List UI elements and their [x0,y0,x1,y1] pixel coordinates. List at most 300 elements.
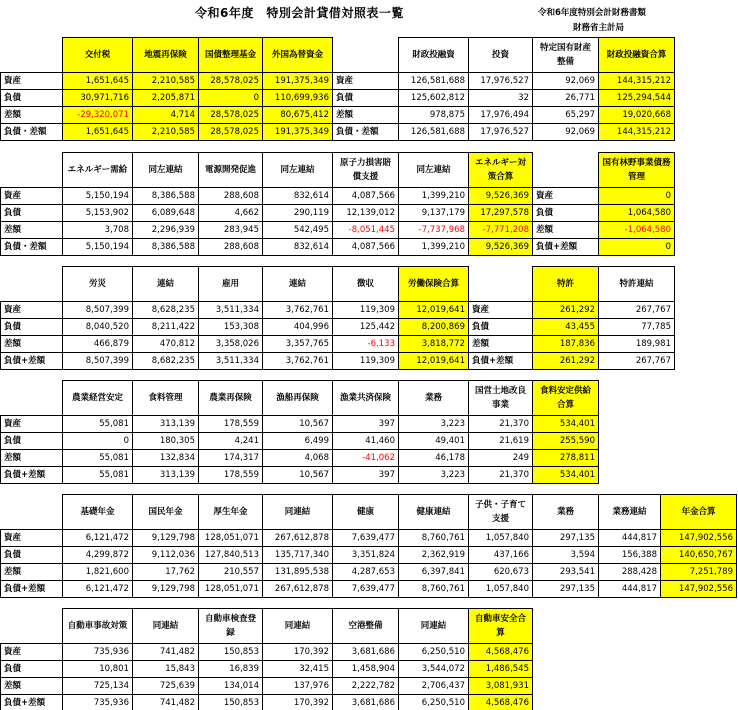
value-cell: 293,541 [533,564,599,581]
value-cell: 3,762,761 [263,353,333,370]
value-cell: 0 [63,433,133,450]
row-label: 資産 [533,188,599,205]
value-cell: 65,297 [533,107,599,124]
value-cell: 174,317 [199,450,263,467]
value-cell: 9,526,369 [469,188,533,205]
value-cell: 150,853 [199,695,263,710]
value-cell: 9,129,798 [133,530,199,547]
value-cell: 8,760,761 [399,581,469,598]
value-cell: 80,675,412 [263,107,333,124]
value-cell: 0 [599,239,675,256]
value-cell: 10,567 [263,467,333,484]
column-header: 年金合算 [661,495,737,530]
value-cell: 4,287,653 [333,564,399,581]
value-cell: 21,370 [469,416,533,433]
row-label: 負債 [1,319,63,336]
value-cell: 144,315,212 [599,124,675,141]
row-label: 資産 [469,302,533,319]
value-cell: 534,401 [533,467,599,484]
column-header: 連結 [133,267,199,302]
value-cell: 8,628,235 [133,302,199,319]
column-header: 業務 [399,381,469,416]
header-row [1,381,599,416]
value-cell: 444,817 [599,581,661,598]
value-cell: 19,020,668 [599,107,675,124]
value-cell: 16,839 [199,661,263,678]
table-row [1,239,675,256]
value-cell: 725,639 [133,678,199,695]
value-cell: 741,482 [133,644,199,661]
column-header: 外国為替資金 [263,38,333,73]
value-cell: 4,714 [133,107,199,124]
table-row [1,564,737,581]
value-cell: 8,040,520 [63,319,133,336]
value-cell: 7,251,789 [661,564,737,581]
row-label: 負債・差額 [1,124,63,141]
column-header [469,267,533,302]
value-cell: 119,309 [333,302,399,319]
column-header: 子供・子育て支援 [469,495,533,530]
value-cell: 3,081,931 [469,678,533,695]
column-header: 同連結 [263,609,333,644]
row-label: 負債 [1,661,63,678]
row-label: 負債+差額 [1,353,63,370]
value-cell: 288,608 [199,239,263,256]
value-cell: 1,399,210 [399,188,469,205]
value-cell: 620,673 [469,564,533,581]
table-row [1,302,675,319]
value-cell: 5,150,194 [63,188,133,205]
column-header: 国債整理基金 [199,38,263,73]
column-header: 労災 [63,267,133,302]
column-header [1,38,63,73]
value-cell: 46,178 [399,450,469,467]
column-header: 漁船再保険 [263,381,333,416]
value-cell: 128,051,071 [199,530,263,547]
value-cell: 55,081 [63,450,133,467]
value-cell: 8,200,869 [399,319,469,336]
value-cell: 17,297,578 [469,205,533,222]
value-cell: 313,139 [133,416,199,433]
value-cell: 21,370 [469,467,533,484]
column-header [1,609,63,644]
value-cell: 288,428 [599,564,661,581]
value-cell: 261,292 [533,353,599,370]
table-row [1,205,675,222]
row-label: 差額 [1,107,63,124]
value-cell: 6,121,472 [63,581,133,598]
header-row [1,38,675,73]
column-header: 業務連結 [599,495,661,530]
value-cell: 3,358,026 [199,336,263,353]
value-cell: 290,119 [263,205,333,222]
table-row [1,73,675,90]
value-cell: 8,507,399 [63,353,133,370]
column-header: 交付税 [63,38,133,73]
value-cell: -41,062 [333,450,399,467]
column-header: 自動車安全合算 [469,609,533,644]
value-cell: 8,682,235 [133,353,199,370]
value-cell: 735,936 [63,644,133,661]
value-cell: 150,853 [199,644,263,661]
table-row [1,188,675,205]
column-header: 漁業共済保険 [333,381,399,416]
value-cell: 3,818,772 [399,336,469,353]
value-cell: 1,399,210 [399,239,469,256]
value-cell: 7,639,477 [333,530,399,547]
value-cell: 134,014 [199,678,263,695]
row-label: 資産 [1,302,63,319]
column-header: 雇用 [199,267,263,302]
column-header [1,267,63,302]
column-header: エネルギー対策合算 [469,153,533,188]
column-header: 国有林野事業債務管理 [599,153,675,188]
value-cell: 137,976 [263,678,333,695]
value-cell: 3,681,686 [333,695,399,710]
value-cell: 278,811 [533,450,599,467]
value-cell: 8,211,422 [133,319,199,336]
balance-table-1 [0,37,675,141]
column-header: 労働保険合算 [399,267,469,302]
value-cell: 4,299,872 [63,547,133,564]
table-row [1,416,599,433]
value-cell: 30,971,716 [63,90,133,107]
value-cell: 466,879 [63,336,133,353]
column-header: 特定国有財産整備 [533,38,599,73]
value-cell: 49,401 [399,433,469,450]
value-cell: 1,821,600 [63,564,133,581]
row-label: 負債・差額 [1,239,63,256]
value-cell: 741,482 [133,695,199,710]
table-row [1,530,737,547]
value-cell: 28,578,025 [199,124,263,141]
column-header: 特許連結 [599,267,675,302]
column-header: 空港整備 [333,609,399,644]
value-cell: 6,397,841 [399,564,469,581]
value-cell: 1,651,645 [63,124,133,141]
balance-table-4 [0,380,599,484]
balance-table-6 [0,608,533,710]
value-cell: 178,559 [199,467,263,484]
header-row [1,267,675,302]
value-cell: 132,834 [133,450,199,467]
value-cell: 3,708 [63,222,133,239]
value-cell: 55,081 [63,467,133,484]
value-cell: 2,362,919 [399,547,469,564]
value-cell: 3,511,334 [199,302,263,319]
column-header: 国民年金 [133,495,199,530]
value-cell: 297,135 [533,581,599,598]
value-cell: 8,507,399 [63,302,133,319]
value-cell: 127,840,513 [199,547,263,564]
value-cell: 978,875 [399,107,469,124]
table-row [1,678,533,695]
row-label: 負債 [1,433,63,450]
column-header: 財政投融資 [399,38,469,73]
value-cell: 0 [599,188,675,205]
value-cell: 17,976,494 [469,107,533,124]
value-cell: 542,495 [263,222,333,239]
value-cell: 444,817 [599,530,661,547]
value-cell: 1,458,904 [333,661,399,678]
value-cell: -6,133 [333,336,399,353]
value-cell: 267,767 [599,353,675,370]
value-cell: 249 [469,450,533,467]
value-cell: 2,210,585 [133,73,199,90]
value-cell: -7,771,208 [469,222,533,239]
column-header [1,381,63,416]
row-label: 負債 [1,547,63,564]
value-cell: 119,309 [333,353,399,370]
column-header [333,38,399,73]
table-row [1,222,675,239]
value-cell: 1,057,840 [469,530,533,547]
value-cell: 9,137,179 [399,205,469,222]
row-label: 負債・差額 [333,124,399,141]
column-header: 電源開発促進 [199,153,263,188]
row-label: 負債+差額 [1,581,63,598]
value-cell: 261,292 [533,302,599,319]
value-cell: 2,205,871 [133,90,199,107]
header-row [1,495,737,530]
column-header: エネルギー需給 [63,153,133,188]
value-cell: 41,460 [333,433,399,450]
value-cell: -1,064,580 [599,222,675,239]
value-cell: 2,222,782 [333,678,399,695]
row-label: 差額 [1,336,63,353]
value-cell: 135,717,340 [263,547,333,564]
row-label: 負債+差額 [1,695,63,710]
value-cell: 437,166 [469,547,533,564]
value-cell: 26,771 [533,90,599,107]
value-cell: 2,296,939 [133,222,199,239]
value-cell: 4,568,476 [469,644,533,661]
column-header: 自動車検査登録 [199,609,263,644]
value-cell: 8,386,588 [133,239,199,256]
table-row [1,467,599,484]
table-row [1,547,737,564]
value-cell: 210,557 [199,564,263,581]
value-cell: 4,241 [199,433,263,450]
table-row [1,107,675,124]
value-cell: 6,499 [263,433,333,450]
column-header: 健康連結 [399,495,469,530]
value-cell: 7,639,477 [333,581,399,598]
value-cell: 128,051,071 [199,581,263,598]
value-cell: 110,699,936 [263,90,333,107]
table-row [1,336,675,353]
value-cell: 2,210,585 [133,124,199,141]
column-header: 同左連結 [263,153,333,188]
column-header: 農業再保険 [199,381,263,416]
value-cell: 735,936 [63,695,133,710]
column-header: 投資 [469,38,533,73]
table-row [1,695,533,710]
value-cell: 397 [333,416,399,433]
column-header: 同連結 [263,495,333,530]
value-cell: 313,139 [133,467,199,484]
balance-table-5 [0,494,737,598]
value-cell: 126,581,688 [399,124,469,141]
value-cell: 125,294,544 [599,90,675,107]
row-label: 負債 [333,90,399,107]
row-label: 差額 [1,678,63,695]
page-title: 令和6年度 特別会計貸借対照表一覧 [195,6,404,20]
value-cell: 6,121,472 [63,530,133,547]
value-cell: 5,153,902 [63,205,133,222]
column-header: 基礎年金 [63,495,133,530]
value-cell: 3,223 [399,416,469,433]
value-cell: 832,614 [263,188,333,205]
value-cell: 3,544,072 [399,661,469,678]
value-cell: 191,375,349 [263,73,333,90]
row-label: 負債 [1,205,63,222]
value-cell: 9,129,798 [133,581,199,598]
column-header: 原子力損害賠償支援 [333,153,399,188]
table-row [1,353,675,370]
column-header: 同左連結 [399,153,469,188]
value-cell: 170,392 [263,644,333,661]
column-header: 特許 [533,267,599,302]
value-cell: 297,135 [533,530,599,547]
row-label: 差額 [533,222,599,239]
column-header [1,153,63,188]
value-cell: 3,762,761 [263,302,333,319]
table-row [1,450,599,467]
value-cell: 17,762 [133,564,199,581]
value-cell: 28,578,025 [199,73,263,90]
value-cell: 140,650,767 [661,547,737,564]
value-cell: -8,051,445 [333,222,399,239]
value-cell: 404,996 [263,319,333,336]
value-cell: 267,612,878 [263,530,333,547]
value-cell: 17,976,527 [469,124,533,141]
header-row [1,609,533,644]
table-row [1,319,675,336]
value-cell: 1,486,545 [469,661,533,678]
column-header: 徴収 [333,267,399,302]
value-cell: 2,706,437 [399,678,469,695]
value-cell: 10,567 [263,416,333,433]
column-header: 健康 [333,495,399,530]
column-header: 財政投融資合算 [599,38,675,73]
value-cell: 147,902,556 [661,581,737,598]
value-cell: 147,902,556 [661,530,737,547]
value-cell: 1,064,580 [599,205,675,222]
table-row [1,661,533,678]
row-label: 負債+差額 [533,239,599,256]
row-label: 資産 [333,73,399,90]
value-cell: -7,737,968 [399,222,469,239]
value-cell: 283,945 [199,222,263,239]
value-cell: 267,612,878 [263,581,333,598]
column-header: 食料安定供給合算 [533,381,599,416]
row-label: 資産 [1,530,63,547]
value-cell: 43,455 [533,319,599,336]
table-row [1,433,599,450]
row-label: 差額 [1,222,63,239]
value-cell: 1,057,840 [469,581,533,598]
column-header: 同左連結 [133,153,199,188]
row-label: 負債+差額 [469,353,533,370]
balance-table-2 [0,152,675,256]
value-cell: 12,139,012 [333,205,399,222]
column-header [533,153,599,188]
value-cell: 92,069 [533,124,599,141]
table-row [1,581,737,598]
value-cell: 10,801 [63,661,133,678]
value-cell: 126,581,688 [399,73,469,90]
row-label: 資産 [1,644,63,661]
value-cell: 178,559 [199,416,263,433]
value-cell: 125,602,812 [399,90,469,107]
value-cell: 725,134 [63,678,133,695]
value-cell: 255,590 [533,433,599,450]
column-header: 地震再保険 [133,38,199,73]
value-cell: 1,651,645 [63,73,133,90]
value-cell: -29,320,071 [63,107,133,124]
value-cell: 3,511,334 [199,353,263,370]
value-cell: 288,608 [199,188,263,205]
row-label: 差額 [333,107,399,124]
value-cell: 180,305 [133,433,199,450]
row-label: 資産 [1,73,63,90]
value-cell: 189,981 [599,336,675,353]
row-label: 資産 [1,188,63,205]
column-header: 同連結 [399,609,469,644]
row-label: 負債 [469,319,533,336]
value-cell: 6,089,648 [133,205,199,222]
row-label: 負債+差額 [1,467,63,484]
value-cell: 267,767 [599,302,675,319]
column-header: 農業経営安定 [63,381,133,416]
value-cell: 4,568,476 [469,695,533,710]
column-header: 連結 [263,267,333,302]
value-cell: 9,526,369 [469,239,533,256]
value-cell: 8,386,588 [133,188,199,205]
value-cell: 156,388 [599,547,661,564]
value-cell: 6,250,510 [399,644,469,661]
value-cell: 170,392 [263,695,333,710]
column-header: 業務 [533,495,599,530]
value-cell: 4,087,566 [333,239,399,256]
value-cell: 4,087,566 [333,188,399,205]
table-row [1,90,675,107]
value-cell: 131,895,538 [263,564,333,581]
table-row [1,124,675,141]
value-cell: 21,619 [469,433,533,450]
value-cell: 6,250,510 [399,695,469,710]
value-cell: 5,150,194 [63,239,133,256]
value-cell: 4,068 [263,450,333,467]
value-cell: 534,401 [533,416,599,433]
value-cell: 3,594 [533,547,599,564]
value-cell: 0 [199,90,263,107]
balance-table-3 [0,266,675,370]
value-cell: 55,081 [63,416,133,433]
value-cell: 3,681,686 [333,644,399,661]
value-cell: 28,578,025 [199,107,263,124]
value-cell: 4,662 [199,205,263,222]
table-row [1,644,533,661]
value-cell: 144,315,212 [599,73,675,90]
column-header: 同連結 [133,609,199,644]
value-cell: 12,019,641 [399,353,469,370]
row-label: 差額 [1,450,63,467]
value-cell: 3,223 [399,467,469,484]
value-cell: 3,357,765 [263,336,333,353]
value-cell: 15,843 [133,661,199,678]
